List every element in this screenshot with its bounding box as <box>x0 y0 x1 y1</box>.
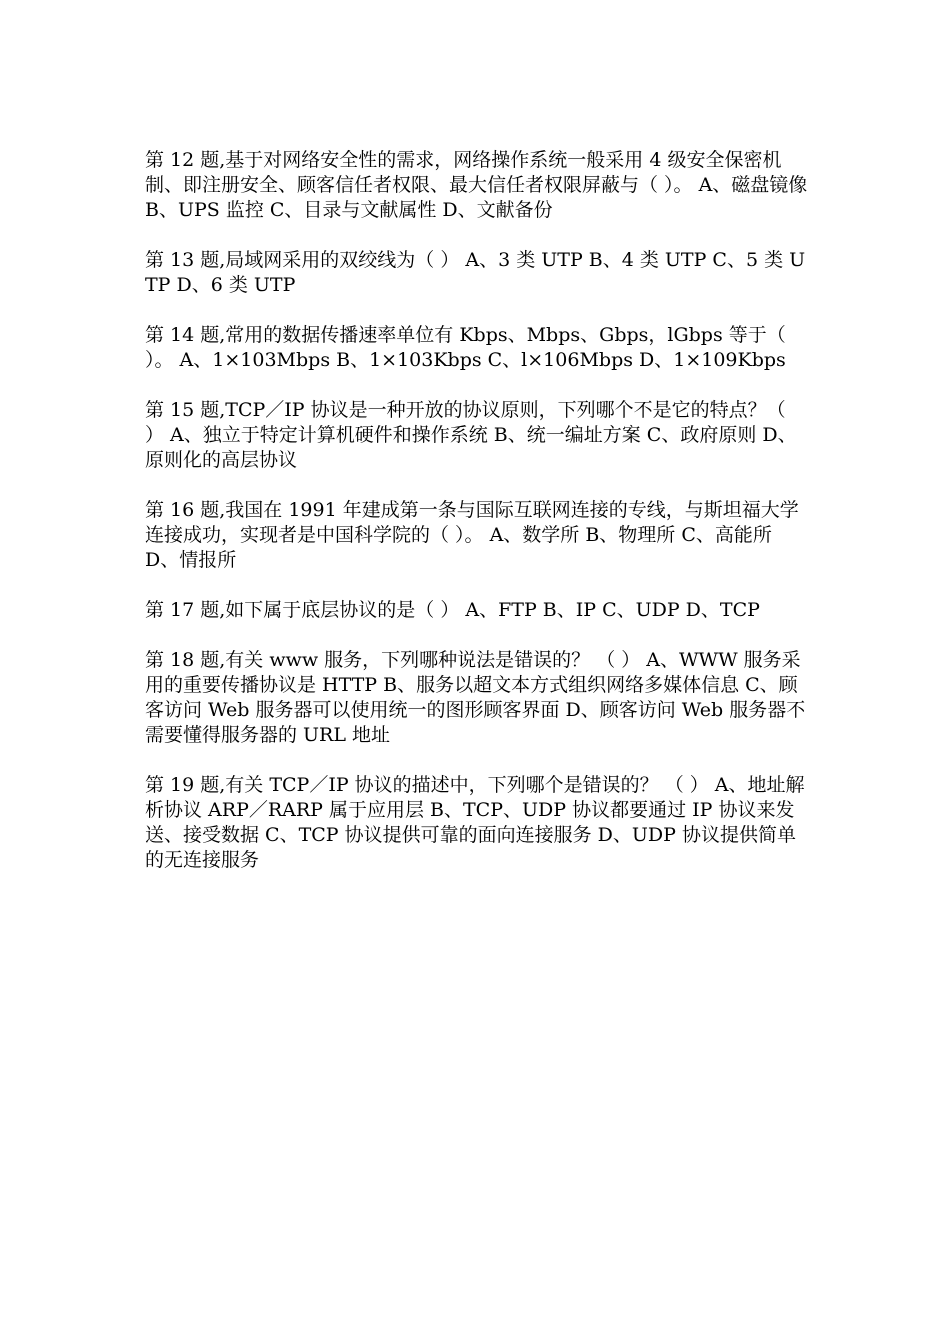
question-18: 第 18 题,有关 www 服务，下列哪种说法是错误的？ （ ） A、WWW 服务采用的重要传播协议是 HTTP B、服务以超文本方式组织网络多媒体信息 C、顾客访问 Web 服务器可以使用统一的图形顾客界面 D、顾客访问 Web 服务器不需要懂得服务器的 URL 地址 <box>145 649 806 746</box>
question-13: 第 13 题,局域网采用的双绞线为（ ） A、3 类 UTP B、4 类 UTP C、5 类 UTP D、6 类 UTP <box>145 249 806 296</box>
question-12: 第 12 题,基于对网络安全性的需求，网络操作系统一般采用 4 级安全保密机制、即注册安全、顾客信任者权限、最大信任者权限屏蔽与（ ）。 A、磁盘镜像 B、UPS 监控 C、目录与文献属性 D、文献备份 <box>145 149 814 221</box>
question-17: 第 17 题,如下属于底层协议的是（ ） A、FTP B、IP C、UDP D、TCP <box>145 599 760 621</box>
document-page <box>145 148 814 898</box>
question-16: 第 16 题,我国在 1991 年建成第一条与国际互联网连接的专线，与斯坦福大学连接成功，实现者是中国科学院的（ ）。 A、数学所 B、物理所 C、高能所 D、情报所 <box>145 499 799 571</box>
question-19: 第 19 题,有关 TCP／IP 协议的描述中，下列哪个是错误的？ （ ） A、地址解析协议 ARP／RARP 属于应用层 B、TCP、UDP 协议都要通过 IP 协议来发送、接受数据 C、TCP 协议提供可靠的面向连接服务 D、UDP 协议提供简单的无连接服务 <box>145 774 805 871</box>
question-14: 第 14 题,常用的数据传播速率单位有 Kbps、Mbps、Gbps，lGbps 等于（ ）。 A、1×103Mbps B、1×103Kbps C、l×106Mbps D、1×109Kbps <box>145 324 792 371</box>
question-15: 第 15 题,TCP／IP 协议是一种开放的协议原则，下列哪个不是它的特点？（ ） A、独立于特定计算机硬件和操作系统 B、统一编址方案 C、政府原则 D、原则化的高层协议 <box>145 399 797 471</box>
